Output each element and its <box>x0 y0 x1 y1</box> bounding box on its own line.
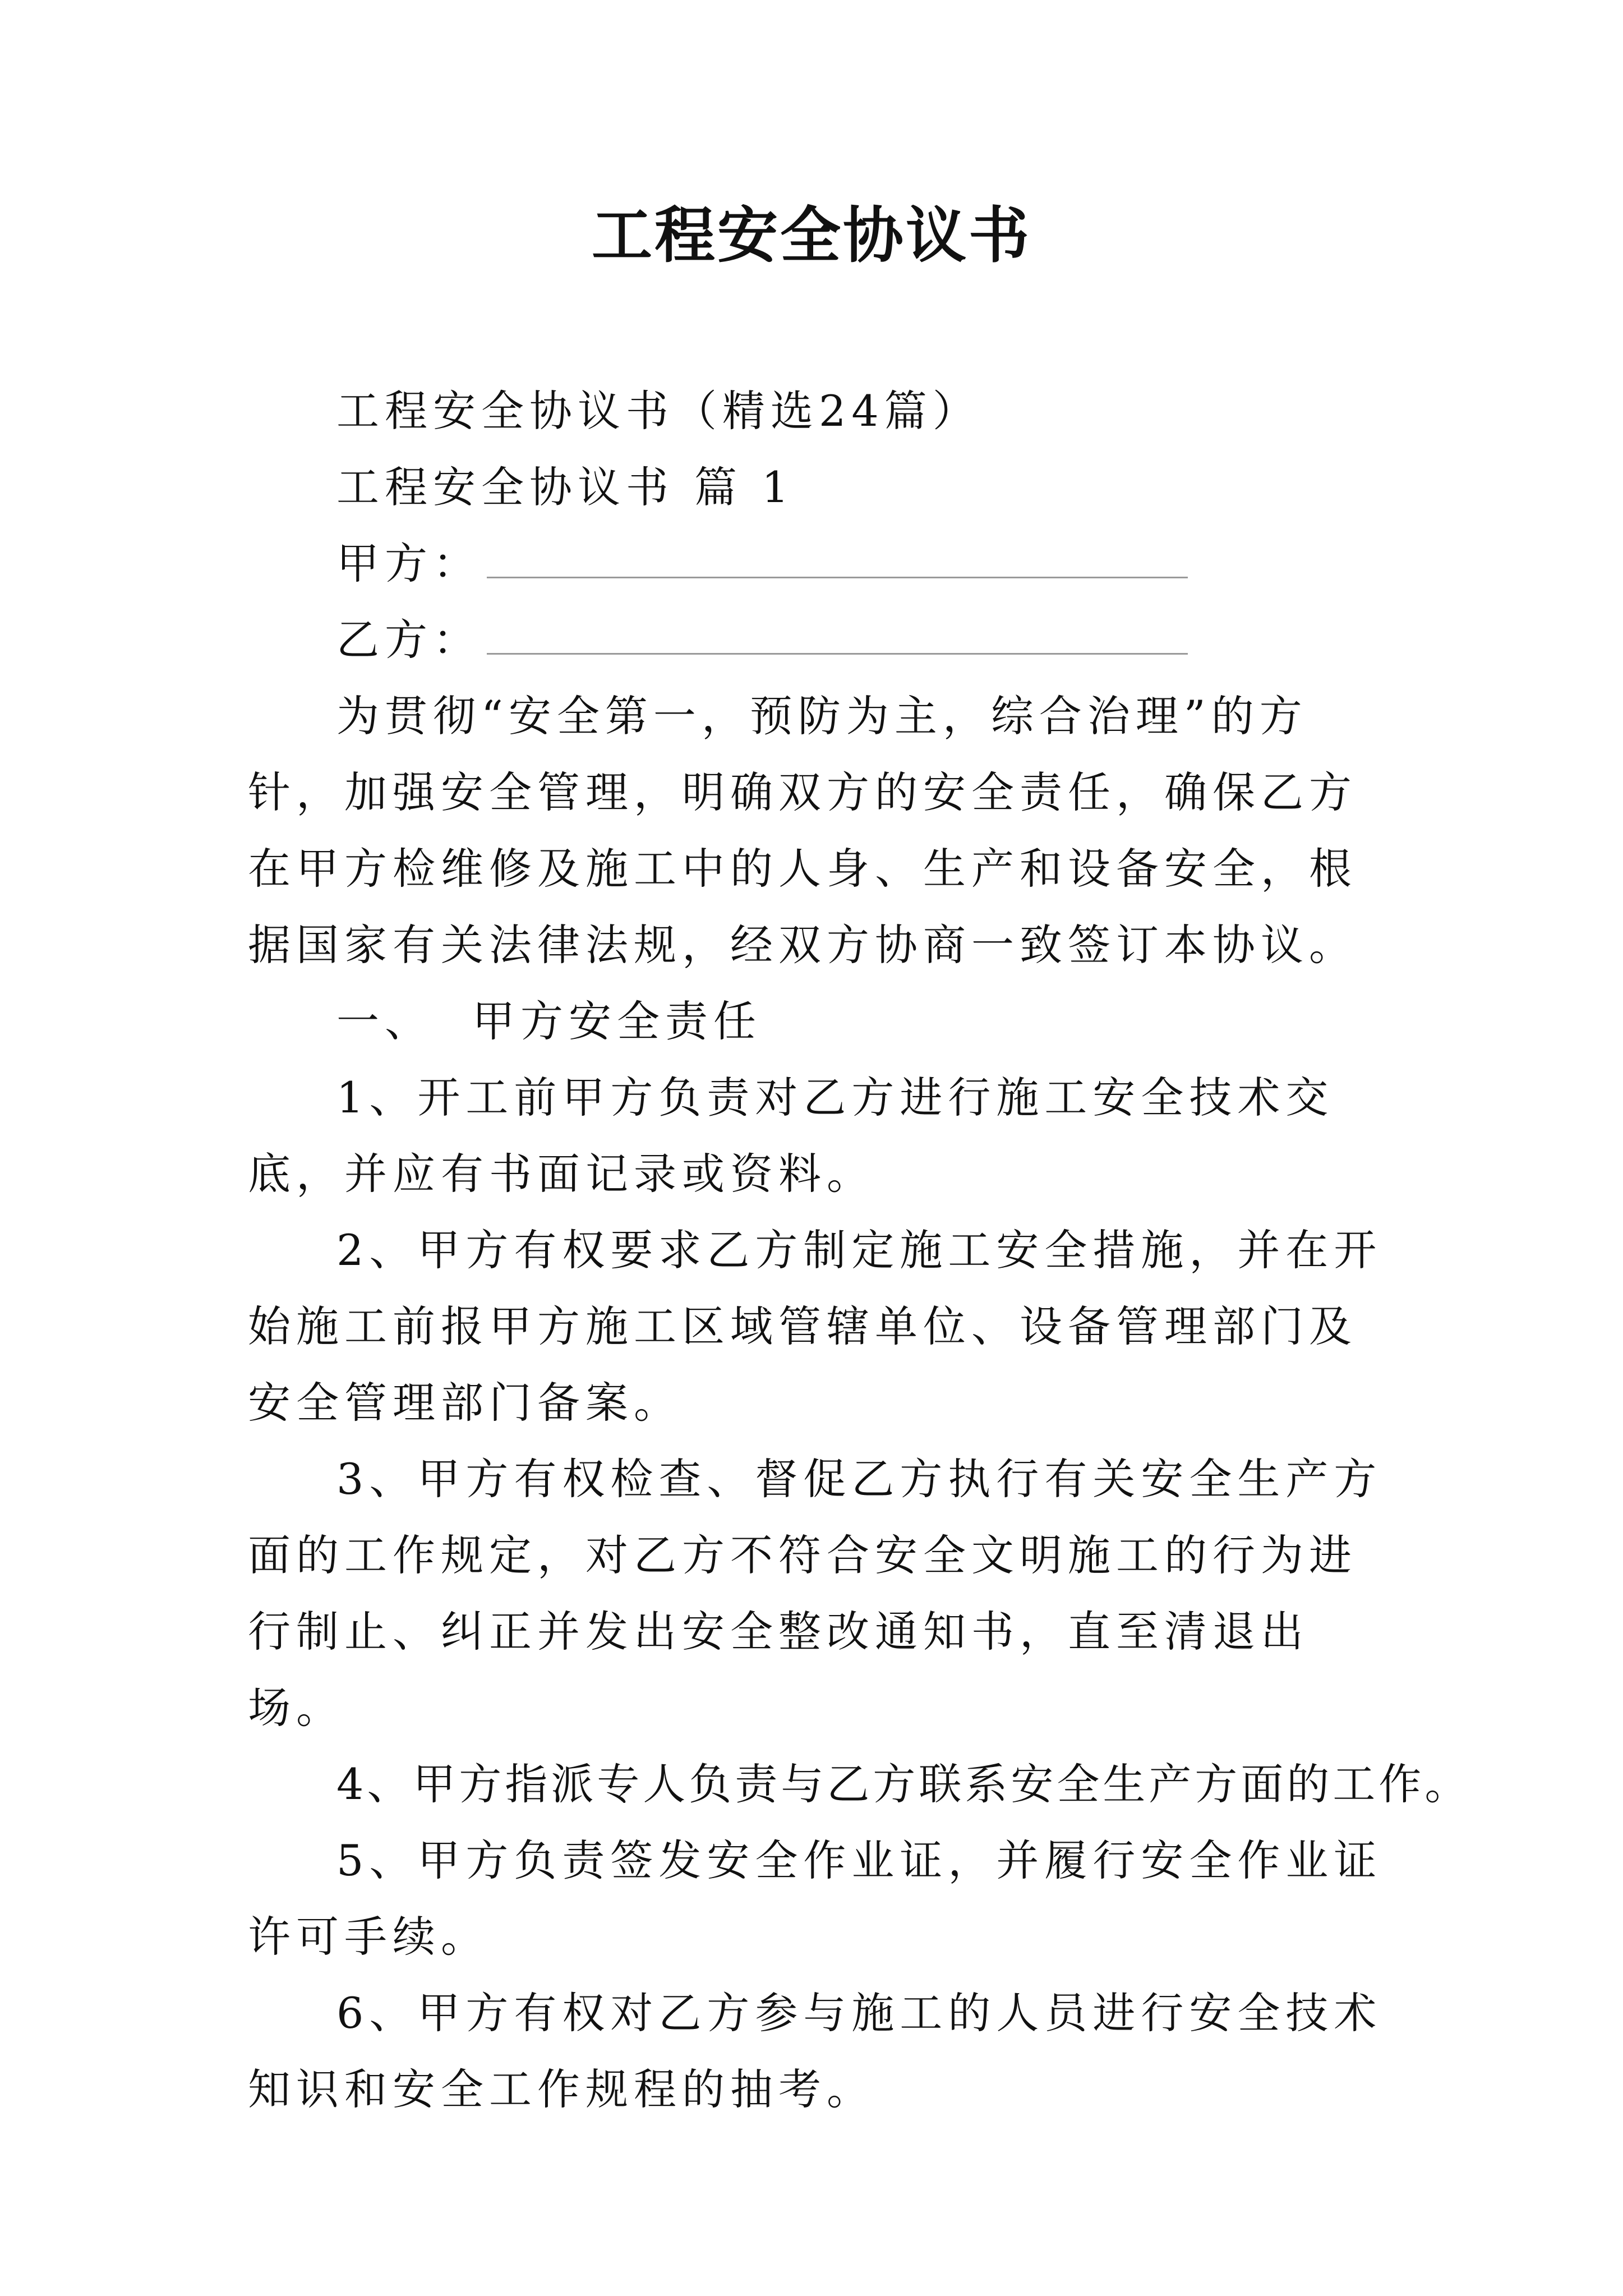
party-b-label: 乙方： <box>336 615 481 665</box>
party-a-label: 甲方： <box>336 539 481 588</box>
party-b-blank <box>487 619 1188 655</box>
party-a-line <box>248 526 1392 602</box>
document-body <box>248 373 1471 2128</box>
clause-3: 3、甲方有权检查、督促乙方执行有关安全生产方面的工作规定，对乙方不符合安全文明施工的行为进行制止、纠正并发出安全整改通知书，直至清退出场。 <box>248 1454 1382 1733</box>
document-subtitle: 工程安全协议书（精选24篇） <box>336 386 981 436</box>
party-b-line <box>248 602 1392 678</box>
section-heading <box>248 983 1392 1060</box>
clause-1: 1、开工前甲方负责对乙方进行施工安全技术交底，并应有书面记录或资料。 <box>248 1073 1334 1199</box>
article-heading-name: 工程安全协议书 <box>336 462 674 512</box>
clause-2: 2、甲方有权要求乙方制定施工安全措施，并在开始施工前报甲方施工区域管辖单位、设备管理部门及安全管理部门备案。 <box>248 1225 1382 1428</box>
article-heading-number: 篇 1 <box>694 462 795 512</box>
clause-5: 5、甲方负责签发安全作业证，并履行安全作业证许可手续。 <box>248 1835 1382 1962</box>
clause-4: 4、甲方指派专人负责与乙方联系安全生产方面的工作。 <box>336 1759 1471 1809</box>
section-heading-text: 甲方安全责任 <box>472 996 762 1046</box>
section-marker: 一、 <box>336 996 433 1046</box>
article-heading <box>248 449 1392 526</box>
clause-6: 6、甲方有权对乙方参与施工的人员进行安全技术知识和安全工作规程的抽考。 <box>248 1988 1382 2114</box>
intro-paragraph: 为贯彻“安全第一，预防为主，综合治理”的方针，加强安全管理，明确双方的安全责任，确保乙方在甲方检维修及施工中的人身、生产和设备安全，根据国家有关法律法规，经双方协商一致签订本协议。 <box>248 691 1357 970</box>
document-title: 工程安全协议书 <box>591 200 1031 271</box>
party-a-blank <box>487 543 1188 578</box>
